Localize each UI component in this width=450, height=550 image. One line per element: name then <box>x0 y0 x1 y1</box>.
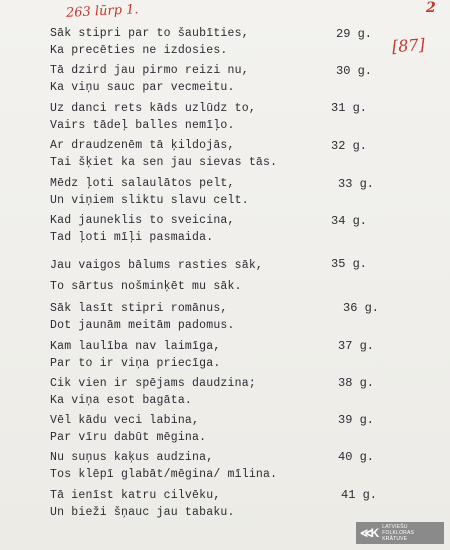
archive-logo <box>356 522 444 544</box>
verse-line: Uz danci rets kāds uzlūdz to, <box>50 102 256 115</box>
verse-line: Tad ļoti mīļi pasmaida. <box>50 231 214 244</box>
handwritten-archive-note: 263 lūrp 1. <box>65 2 139 21</box>
verse-line: Cik vien ir spējams daudzina; <box>50 377 256 390</box>
verse-line: Sāk lasīt stipri romānus, <box>50 302 228 315</box>
verse-line: Mēdz ļoti salaulātos pelt, <box>50 177 235 190</box>
bracketed-sheet-number: [87] <box>391 34 426 57</box>
verse-line: Dot jaunām meitām padomus. <box>50 319 235 332</box>
verse-line: Un viņiem sliktu slavu celt. <box>50 194 249 207</box>
verse-40 <box>50 449 277 483</box>
verse-line: Vēl kādu veci labina, <box>50 414 200 427</box>
verse-line: Ka viņu sauc par vecmeitu. <box>50 81 235 94</box>
verse-number: 36 g. <box>343 301 380 315</box>
verse-number: 32 g. <box>331 139 368 153</box>
verse-line: Vairs tādeļ balles nemīļo. <box>50 119 235 132</box>
verse-number: 31 g. <box>331 101 368 115</box>
verse-number: 29 g. <box>336 27 373 41</box>
verse-number: 38 g. <box>338 376 375 390</box>
verse-line: Ar draudzenēm tā ķildojās, <box>50 139 235 152</box>
verse-30 <box>50 62 249 96</box>
verse-number: 35 g. <box>331 257 368 271</box>
verse-31 <box>50 100 256 134</box>
verse-number: 34 g. <box>331 214 368 228</box>
handwritten-page-number: 2 <box>426 0 436 16</box>
verse-line: Tā ienīst katru cilvēku, <box>50 489 221 502</box>
verse-number: 30 g. <box>336 64 373 78</box>
verse-34 <box>50 212 235 246</box>
verse-39 <box>50 412 206 446</box>
verse-36 <box>50 300 235 334</box>
verse-line: Tai šķiet ka sen jau sievas tās. <box>50 156 278 169</box>
logo-text: LATVIEŠU FOLKLORAS KRĀTUVE <box>382 524 415 542</box>
verse-line: Kad jauneklis to sveicina, <box>50 214 235 227</box>
verse-number: 40 g. <box>338 450 375 464</box>
verse-number: 37 g. <box>338 339 375 353</box>
verse-line: Tos klēpī glabāt/mēgina/ mīlina. <box>50 468 278 481</box>
verse-number: 41 g. <box>341 488 378 502</box>
verse-line: To sārtus nošminķēt mu sāk. <box>50 280 242 293</box>
verse-number: 39 g. <box>338 413 375 427</box>
verse-line: Kam laulība nav laimīga, <box>50 340 221 353</box>
verse-35 <box>50 255 263 297</box>
verse-29 <box>50 25 249 59</box>
logo-mark: ≪K <box>360 526 378 540</box>
verse-41 <box>50 487 235 521</box>
verse-line: Jau vaigos bālums rasties sāk, <box>50 259 264 272</box>
verse-line: Par to ir viņa priecīga. <box>50 357 221 370</box>
verse-32 <box>50 137 277 171</box>
verse-line: Sāk stipri par to šaubīties, <box>50 27 249 40</box>
verse-line: Par vīru dabūt mēgina. <box>50 431 207 444</box>
verse-37 <box>50 338 220 372</box>
verse-line: Ka precēties ne izdosies. <box>50 44 228 57</box>
verse-line: Un bieži šņauc jau tabaku. <box>50 506 235 519</box>
verse-38 <box>50 375 256 409</box>
verse-line: Ka viņa esot bagāta. <box>50 394 193 407</box>
verse-number: 33 g. <box>338 177 375 191</box>
verse-line: Tā dzird jau pirmo reizi nu, <box>50 64 249 77</box>
verse-line: Nu suņus kaķus audzina, <box>50 451 214 464</box>
verse-33 <box>50 175 249 209</box>
